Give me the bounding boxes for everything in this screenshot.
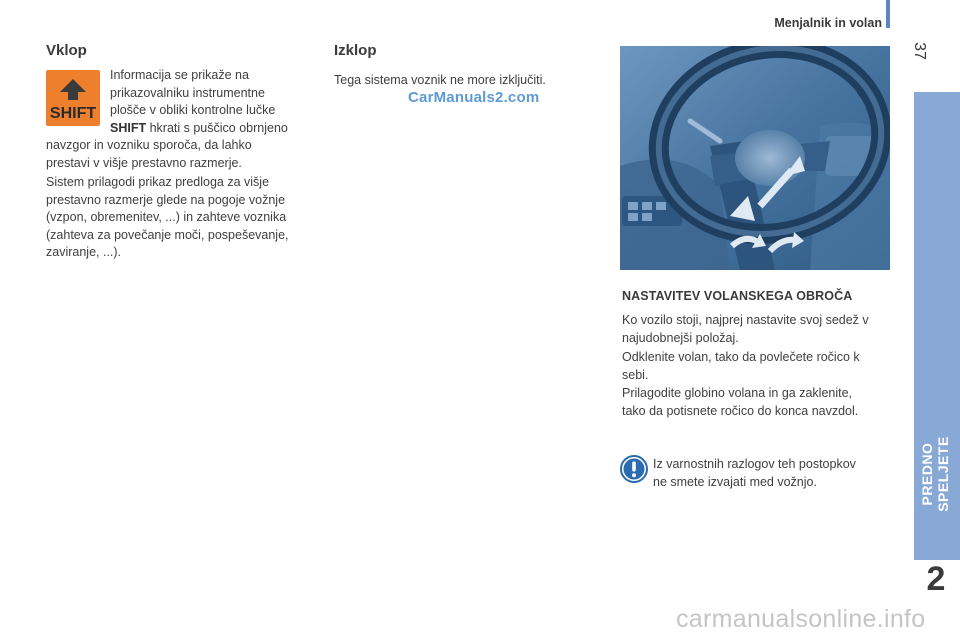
vklop-p1-line: prikazovalniku instrumentne [110, 85, 265, 100]
vklop-p2-line: prestavno razmerje glede na pogoje vožnje [46, 192, 286, 207]
vklop-paragraph-1-tail [46, 137, 326, 172]
vklop-paragraph-2 [46, 174, 326, 262]
vklop-paragraph-1-indented [110, 67, 320, 137]
vklop-p2-line: (vzpon, obremenitev, ...) in zahteve voznika [46, 210, 287, 225]
vklop-p1-line-4-rest: hkrati s puščico obrnjeno [146, 120, 288, 135]
steering-p1-line: najudobnejši položaj. [622, 330, 739, 345]
steering-section-heading: NASTAVITEV VOLANSKEGA OBROČA [622, 289, 853, 303]
page-number: 37 [911, 42, 928, 60]
steering-wheel-adjustment-photo [620, 46, 890, 270]
shift-keyword: SHIFT [110, 120, 147, 135]
izklop-text: Tega sistema voznik ne more izključiti. [334, 73, 546, 87]
vklop-p2-line: zaviranje, ...). [46, 245, 122, 260]
warning-line: ne smete izvajati med vožnjo. [653, 474, 817, 489]
warning-line: Iz varnostnih razlogov teh postopkov [653, 457, 856, 471]
vklop-p1-line-4 [110, 120, 320, 138]
header-accent-bar [886, 0, 890, 28]
vklop-p1-line: plošče v obliki kontrolne lučke [110, 103, 276, 118]
chapter-number: 2 [926, 560, 946, 598]
chapter-label: PREDNO SPELJETE [919, 436, 951, 512]
vklop-p1-line: Informacija se prikaže na [110, 68, 249, 82]
steering-p2-line: Odklenite volan, tako da povlečete ročico k [622, 350, 860, 364]
steering-paragraph-3 [622, 385, 902, 420]
steering-paragraph-2 [622, 349, 902, 384]
vklop-p1-line: prestavi v višje prestavno razmerje. [46, 155, 242, 170]
shift-indicator-icon [46, 70, 100, 126]
watermark-carmanuals2: CarManuals2.com [408, 89, 540, 106]
shift-icon-label: SHIFT [49, 105, 97, 122]
vklop-p2-line: Sistem prilagodi prikaz predloga za višje [46, 175, 270, 189]
steering-p2-line: sebi. [622, 367, 649, 382]
vklop-p1-line: navzgor in vozniku sporoča, da lahko [46, 138, 252, 152]
vklop-p2-line: (zahteva za povečanje moči, pospeševanje, [46, 227, 289, 242]
steering-paragraph-1 [622, 312, 902, 347]
vklop-heading: Vklop [46, 42, 87, 59]
warning-text [653, 456, 893, 491]
steering-p3-line: Prilagodite globino volana in ga zaklenite, [622, 386, 853, 400]
footer-watermark: carmanualsonline.info [676, 605, 926, 633]
izklop-heading: Izklop [334, 42, 377, 59]
page-header-title: Menjalnik in volan [774, 16, 882, 30]
steering-p1-line: Ko vozilo stoji, najprej nastavite svoj sedež v [622, 313, 869, 327]
steering-p3-line: tako da potisnete ročico do konca navzdol. [622, 403, 859, 418]
warning-exclamation-icon [620, 455, 648, 483]
